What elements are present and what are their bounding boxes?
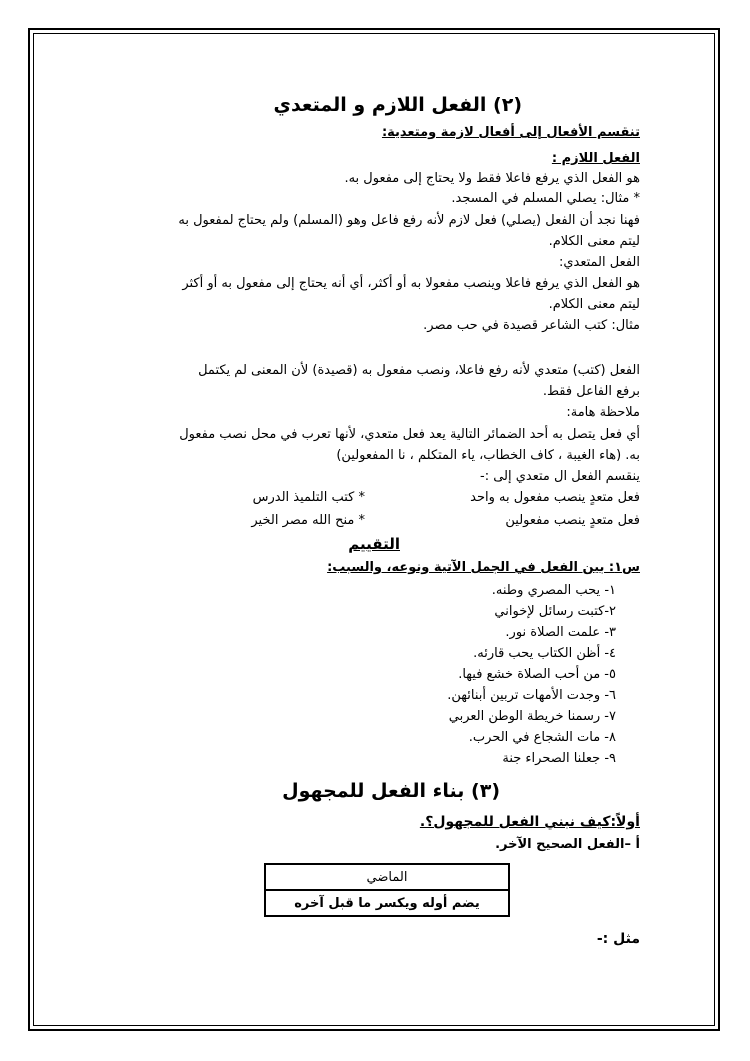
table-rule-cell: يضم أوله ويكسر ما قبل آخره bbox=[265, 890, 509, 916]
mutaaddi-definition-line-2: ليتم معنى الكلام. bbox=[548, 297, 640, 312]
type-1-example: * كتب التلميذ الدرس bbox=[252, 490, 365, 505]
type-2: فعل متعدٍ ينصب مفعولين bbox=[505, 513, 640, 528]
note-line-2: به. (هاء الغيبة ، كاف الخطاب، ياء المتكلم ، نا المفعولين) bbox=[336, 448, 640, 463]
evaluation-item-3: ٣- علمت الصلاة نور. bbox=[505, 625, 616, 640]
evaluation-item-9: ٩- جعلنا الصحراء جنة bbox=[502, 751, 616, 766]
divides-line: ينقسم الفعل ال متعدي إلى :- bbox=[480, 469, 640, 484]
lazim-definition: هو الفعل الذي يرفع فاعلا فقط ولا يحتاج إلى مفعول به. bbox=[344, 171, 640, 186]
section-3-title: (٣) بناء الفعل للمجهول bbox=[282, 780, 500, 802]
mutaaddi-explain-line-2: برفع الفاعل فقط. bbox=[542, 384, 640, 399]
lazim-heading: الفعل اللازم : bbox=[551, 151, 640, 166]
evaluation-item-6: ٦- وجدت الأمهات تربين أبنائهن. bbox=[447, 688, 616, 703]
note-line-1: أي فعل يتصل به أحد الضمائر التالية يعد فعل متعدي، لأنها تعرب في محل نصب مفعول bbox=[179, 427, 640, 442]
mutaaddi-example: مثال: كتب الشاعر قصيدة في حب مصر. bbox=[423, 318, 640, 333]
table-header-cell: الماضي bbox=[265, 864, 509, 890]
past-tense-table bbox=[264, 863, 510, 917]
lazim-explain-line-1: فهنا نجد أن الفعل (يصلي) فعل لازم لأنه رفع فاعل وهو (المسلم) ولم يحتاج لمفعول به bbox=[178, 213, 640, 228]
lazim-example: * مثال: يصلي المسلم في المسجد. bbox=[451, 191, 640, 206]
evaluation-item-8: ٨- مات الشجاع في الحرب. bbox=[468, 730, 616, 745]
mutaaddi-heading: الفعل المتعدي: bbox=[558, 255, 640, 270]
type-1: فعل متعدٍ ينصب مفعول به واحد bbox=[470, 490, 640, 505]
mutaaddi-definition-line-1: هو الفعل الذي يرفع فاعلا وينصب مفعولا به أو أكثر، أي أنه يحتاج إلى مفعول به أو أكثر bbox=[182, 276, 640, 291]
evaluation-item-4: ٤- أظن الكتاب يحب قارئه. bbox=[473, 646, 616, 661]
mutaaddi-explain-line-1: الفعل (كتب) متعدي لأنه رفع فاعلا، ونصب مفعول به (قصيدة) لأن المعنى لم يكتمل bbox=[198, 363, 640, 378]
section-3-sub-a: أ –الفعل الصحيح الآخر. bbox=[495, 837, 640, 852]
example-label: مثل :- bbox=[596, 931, 640, 947]
type-2-example: * منح الله مصر الخير bbox=[251, 513, 365, 528]
section-3-question: أولاً:كيف نبني الفعل للمجهول؟. bbox=[419, 814, 640, 830]
evaluation-item-7: ٧- رسمنا خريطة الوطن العربي bbox=[448, 709, 616, 724]
section-2-intro: تنقسم الأفعال إلى أفعال لازمة ومتعدية: bbox=[381, 125, 640, 140]
evaluation-item-1: ١- يحب المصري وطنه. bbox=[491, 583, 616, 598]
section-2-title: (٢) الفعل اللازم و المتعدي bbox=[273, 94, 522, 116]
note-heading: ملاحظة هامة: bbox=[566, 405, 640, 420]
evaluation-item-5: ٥- من أحب الصلاة خشع فيها. bbox=[458, 667, 616, 682]
lazim-explain-line-2: ليتم معنى الكلام. bbox=[548, 234, 640, 249]
evaluation-heading: التقييم bbox=[348, 535, 400, 553]
evaluation-item-2: ٢-كتبت رسائل لإخواني bbox=[494, 604, 616, 619]
evaluation-question: س١: بين الفعل في الجمل الآتية ونوعه، والسبب: bbox=[327, 560, 640, 575]
